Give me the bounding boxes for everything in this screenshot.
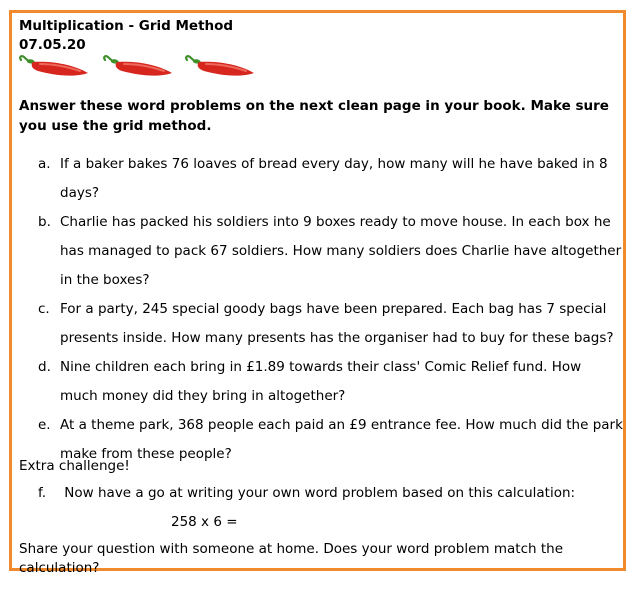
instructions-text: Answer these word problems on the next clean page in your book. Make sure you use the grid method. [19,98,609,134]
extra-question [38,484,575,503]
difficulty-rating [18,54,263,80]
share-prompt: Share your question with someone at home. Does your word problem match the calculation? [19,541,564,576]
question-letter: b. [38,214,51,230]
question-text: If a baker bakes 76 loaves of bread every day, how many will he have baked in 8 days? [60,156,608,201]
question-text: Nine children each bring in £1.89 towards their class' Comic Relief fund. How much money did they bring in altogether? [60,359,582,404]
question-text: For a party, 245 special goody bags have been prepared. Each bag has 7 special presents inside. How many presents has the organiser had to buy for these bags? [60,301,614,346]
question-letter: c. [38,301,50,317]
question-item [38,208,623,295]
worksheet-header [19,17,233,55]
question-list [38,150,623,469]
extra-challenge-heading: Extra challenge! [19,458,130,474]
worksheet-date: 07.05.20 [19,37,86,53]
question-text: Charlie has packed his soldiers into 9 boxes ready to move house. In each box he has managed to pack 67 soldiers. How many soldiers does Charlie have altogether in the boxes? [60,214,622,288]
chilli-pepper-icon [102,54,174,80]
question-item [38,353,623,411]
question-item [38,295,623,353]
question-text: Now have a go at writing your own word problem based on this calculation: [64,485,576,501]
question-text: At a theme park, 368 people each paid an £9 entrance fee. How much did the park make from these people? [60,417,623,462]
question-letter: e. [38,417,51,433]
worksheet-title: Multiplication - Grid Method [19,18,234,34]
question-letter: a. [38,156,51,172]
calculation-text: 258 x 6 = [171,514,238,530]
question-item [38,150,623,208]
question-letter: d. [38,359,51,375]
question-letter: f. [38,485,47,501]
chilli-pepper-icon [18,54,90,80]
chilli-pepper-icon [184,54,256,80]
